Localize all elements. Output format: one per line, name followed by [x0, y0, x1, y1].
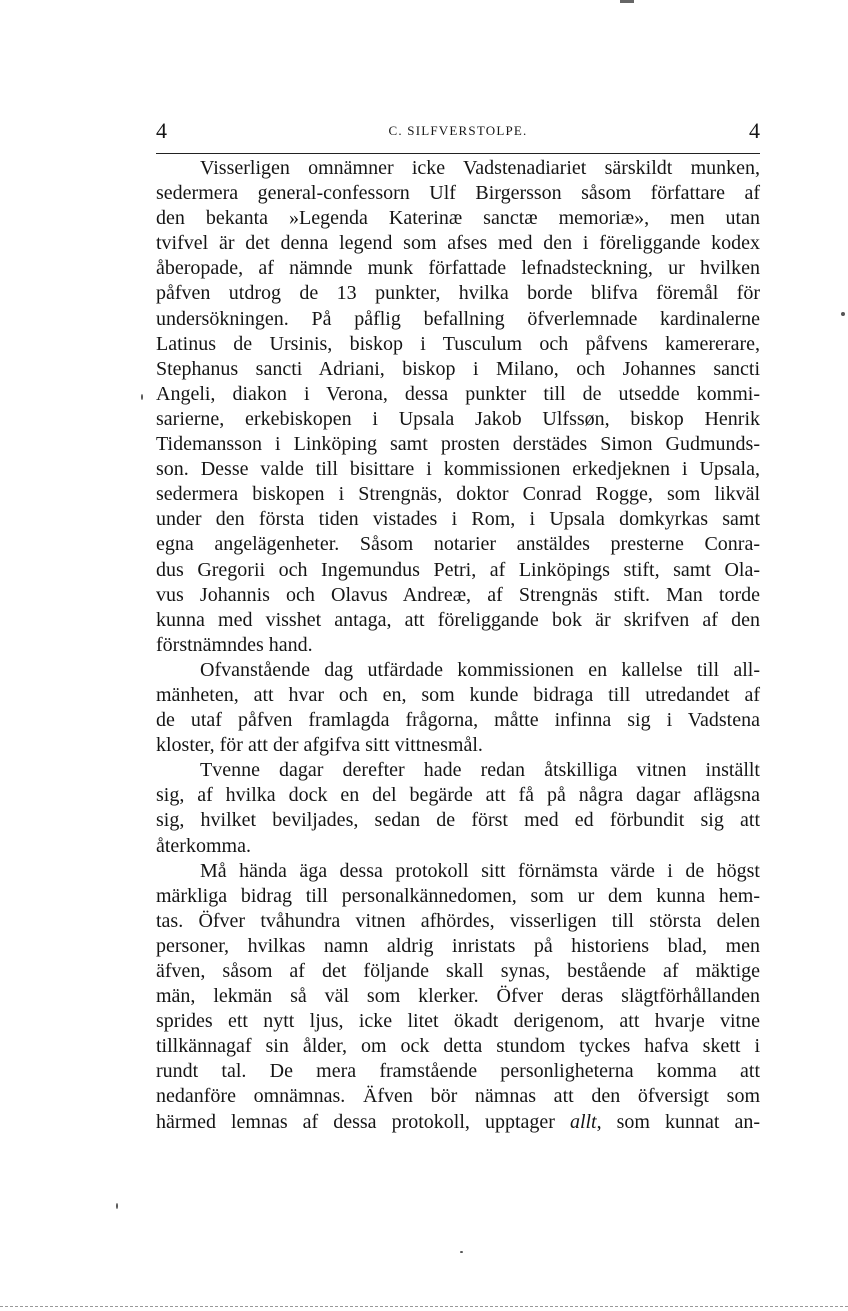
text-line-last	[156, 1110, 760, 1135]
page-number-left: 4	[156, 118, 167, 143]
text-line: påfven utdrog de 13 punkter, hvilka borde blifva föremål för	[156, 282, 760, 305]
text-line: Visserligen omnämner icke Vadstenadiariet särskildt munken,	[200, 157, 760, 179]
text-line: undersökningen. På påflig befallning öfverlemnade kardinalerne	[156, 307, 760, 330]
text-line: sedermera biskopen i Strengnäs, doktor Conrad Rogge, som likväl	[156, 483, 760, 506]
text-line: mänheten, att hvar och en, som kunde bidraga till utredandet af	[156, 683, 760, 706]
print-mark	[620, 0, 634, 3]
text-line: under den första tiden vistades i Rom, i Upsala domkyrkas samt	[156, 508, 760, 531]
text-line: äfven, såsom af det följande skall synas, bestående af mäktige	[156, 960, 760, 982]
text-line: Tidemansson i Linköping samt prosten derstädes Simon Gudmunds-	[156, 433, 760, 456]
italic-word: allt	[569, 1110, 597, 1133]
text-line: sig, af hvilka dock en del begärde att få på några dagar aflägsna	[156, 784, 760, 807]
text-line: återkomma.	[156, 834, 251, 857]
text-line: personer, hvilkas namn aldrig inristats på historiens blad, men	[156, 934, 760, 957]
text-line: förstnämndes hand.	[156, 633, 313, 656]
text-line: sarierne, erkebiskopen i Upsala Jakob Ulfssøn, biskop Henrik	[156, 407, 760, 430]
text-line: åberopade, af nämnde munk författade lefnadsteckning, ur hvilken	[156, 257, 760, 280]
text-line: Angeli, diakon i Verona, dessa punkter till de utsedde kommi-	[156, 382, 760, 405]
print-speck	[841, 312, 845, 316]
text-line: nedanföre omnämnas. Äfven bör nämnas att den öfversigt som	[156, 1085, 760, 1108]
text-line: egna angelägenheter. Såsom notarier anstäldes presterne Conra-	[156, 533, 760, 556]
text-line: sedermera general-confessorn Ulf Birgersson såsom författare af	[156, 182, 760, 205]
text-line: tas. Öfver tvåhundra vitnen afhördes, visserligen till största delen	[156, 909, 760, 932]
text-line: män, lekmän så väl som klerker. Öfver deras slägtförhållanden	[156, 985, 760, 1008]
text-line: Tvenne dagar derefter hade redan åtskilliga vitnen inställt	[200, 759, 760, 782]
text-line: Latinus de Ursinis, biskop i Tusculum och påfvens kamererare,	[156, 332, 760, 355]
text-line: märkliga bidrag till personalkännedomen, som ur dem kunna hem-	[156, 884, 760, 907]
text-line: de utaf påfven framlagda frågorna, måtte infinna sig i Vadstena	[156, 709, 760, 732]
header-rule	[156, 153, 760, 154]
text-fragment: , som kunnat an-	[596, 1110, 760, 1133]
text-line: vus Johannis och Olavus Andreæ, af Strengnäs stift. Man torde	[156, 583, 760, 606]
text-fragment: härmed lemnas af dessa protokoll, upptager	[156, 1110, 570, 1133]
text-line: son. Desse valde till bisittare i kommissionen erkedjeknen i Upsala,	[156, 458, 760, 481]
running-head: C. SILFVERSTOLPE.	[388, 123, 528, 138]
print-speck	[116, 1203, 118, 1209]
text-line: sig, hvilket beviljades, sedan de först med ed förbundit sig att	[156, 809, 760, 832]
text-line: Stephanus sancti Adriani, biskop i Milano, och Johannes sancti	[156, 357, 760, 380]
text-line: rundt tal. De mera framstående personligheterna komma att	[156, 1060, 760, 1083]
text-line: Må hända äga dessa protokoll sitt förnämsta värde i de högst	[200, 859, 760, 882]
body-text	[156, 156, 760, 1135]
text-line: dus Gregorii och Ingemundus Petri, af Linköpings stift, samt Ola-	[156, 558, 760, 581]
page-bottom-edge	[0, 1306, 848, 1307]
print-speck	[141, 394, 143, 400]
text-line: kunna med visshet antaga, att föreliggande bok är skrifven af den	[156, 608, 760, 631]
page-header	[156, 118, 760, 150]
print-speck	[460, 1251, 463, 1253]
text-line: Ofvanstående dag utfärdade kommissionen en kallelse till all-	[200, 658, 760, 681]
page-number-right: 4	[749, 118, 760, 143]
text-line: den bekanta »Legenda Katerinæ sanctæ memoriæ», men utan	[156, 207, 760, 230]
text-line: sprides ett nytt ljus, icke litet ökadt derigenom, att hvarje vitne	[156, 1010, 760, 1033]
text-line: tillkännagaf sin ålder, om ock detta stundom tyckes hafva skett i	[156, 1035, 760, 1058]
text-line: tvifvel är det denna legend som afses med den i föreliggande kodex	[156, 232, 760, 255]
text-line: kloster, för att der afgifva sitt vittnesmål.	[156, 734, 483, 757]
